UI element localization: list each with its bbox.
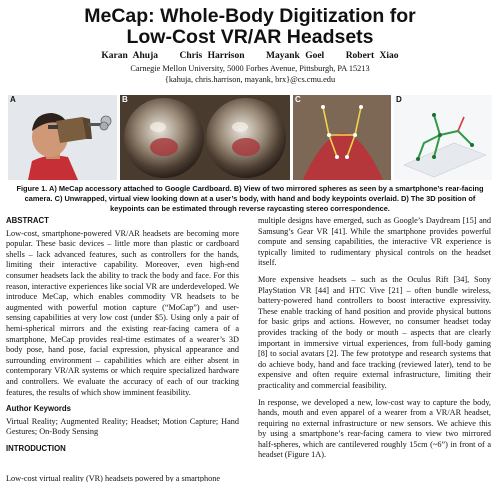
figure-label-b: B xyxy=(122,95,128,104)
introduction-text-partial: Low-cost virtual reality (VR) headsets powered by a smartphone xyxy=(6,474,220,482)
figure-label-d: D xyxy=(396,95,402,104)
author-name: Chris Harrison xyxy=(179,51,245,61)
right-column xyxy=(258,216,491,461)
body-paragraph: More expensive headsets – such as the Oculus Rift [34], Sony PlayStation VR [44] and HTC Vive [21] – often bundle wireless, battery-powered hand controllers to boost interactive expressivity. These enable tracking of hand position and provide physical buttons for basic grips and actions. However, no consumer headset today provides tracking of the body or mouth – aspects that are clearly important in immersive virtual experiences, from full-body gaming [8] to social avatars [2]. The few prototype and research systems that do achieve body, hand and face tracking (reviewed later), tend to be expensive and often require external infrastructure, limiting their practicality and commercial feasibility. xyxy=(258,274,491,390)
abstract-text: Low-cost, smartphone-powered VR/AR headsets are becoming more popular. These basic devices – little more than plastic or cardboard shells – lack advanced features, such as controllers for the hands, limiting their interactive capability. Moreover, even high-end consumer headsets lack the ability to track the body and face. For this reason, interactive experiences like social VR are underdeveloped. We introduce MeCap, which enables commodity VR headsets to be augmented with powerful motion capture (“MoCap”) and user-sensing capabilities at very low cost (under $5). Using only a pair of hemi-spherical mirrors and the existing rear-facing camera of a smartphone, MeCap provides real-time estimates of a wearer’s 3D body pose, hand pose, facial expression, physical appearance and surrounding environment – capabilities which are either absent in contemporary VR/AR systems or which require specialized hardware and controllers. We evaluate the accuracy of each of our tracking features, the results of which show imminent feasibility. xyxy=(6,228,239,397)
author-name: Robert Xiao xyxy=(345,51,399,61)
paper-title-line2: Low-Cost VR/AR Headsets xyxy=(126,26,374,48)
figure-panel-b-mirrored-spheres xyxy=(120,95,290,180)
paper-title-line1: MeCap: Whole-Body Digitization for xyxy=(84,5,416,27)
figure-panel-d-3d-pose xyxy=(394,95,492,180)
left-column xyxy=(6,216,239,456)
keywords-heading: Author Keywords xyxy=(6,404,71,414)
author-name: Karan Ahuja xyxy=(101,51,159,61)
figure-panel-a-photo xyxy=(8,95,117,180)
keywords-text: Virtual Reality; Augmented Reality; Headset; Motion Capture; Hand Gestures; On-Body Sensing xyxy=(6,416,239,437)
figure-caption: Figure 1. A) MeCap accessory attached to Google Cardboard. B) View of two mirrored spheres as seen by a smartphone’s rear-facing camera. C) Unwrapped, virtual view looking down at a user’s body, with hand and body keypoints overlaid. D) The 3D position of keypoints can be estimated through reverse raycasting stereo correspondence. xyxy=(16,184,484,213)
body-paragraph: In response, we developed a new, low-cost way to capture the body, hands, mouth and even apparel of a wearer from a VR/AR headset, requiring no external infrastructure or new sensors. We achieve this by using a smartphone’s rear-facing camera to view two mirrored half-spheres, which are cantilevered roughly 15cm (~6”) in front of a headset (Figure 1A). xyxy=(258,397,491,460)
affiliation: Carnegie Mellon University, 5000 Forbes Avenue, Pittsburgh, PA 15213 xyxy=(130,64,370,73)
author-name: Mayank Goel xyxy=(266,51,325,61)
figure-label-c: C xyxy=(295,95,301,104)
abstract-heading: ABSTRACT xyxy=(6,216,49,225)
author-list xyxy=(0,51,500,61)
body-paragraph: multiple designs have emerged, such as Google’s Daydream [15] and Samsung’s Gear VR [41]. While the smartphone provides powerful compute and sensing capabilities, the interactive VR experience is typically limited to rudimentary physical controls on the headset itself. xyxy=(258,216,491,268)
figure-panel-c-keypoints xyxy=(293,95,391,180)
introduction-heading: INTRODUCTION xyxy=(6,443,66,453)
figure-label-a: A xyxy=(10,95,16,104)
author-emails: {kahuja, chris.harrison, mayank, brx}@cs.cmu.edu xyxy=(164,75,336,84)
